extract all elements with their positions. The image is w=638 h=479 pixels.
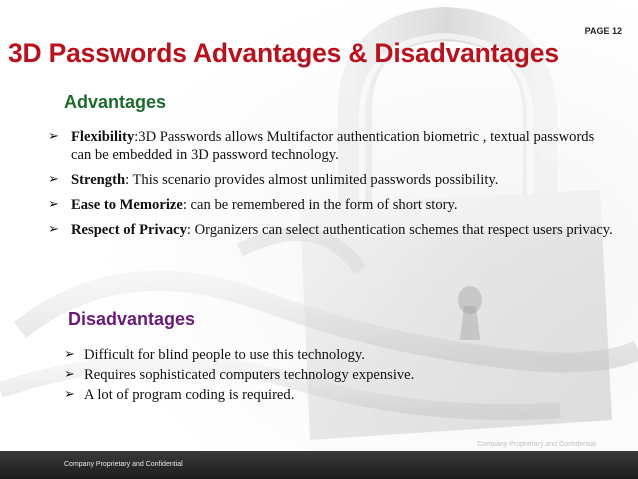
list-item xyxy=(48,196,618,214)
advantages-heading: Advantages xyxy=(64,92,167,112)
arrow-bullet-icon: ➢ xyxy=(64,367,75,382)
footer-bar xyxy=(0,451,638,479)
advantages-list xyxy=(48,128,618,246)
item-text: A lot of program coding is required. xyxy=(84,387,295,403)
arrow-bullet-icon: ➢ xyxy=(64,387,75,402)
item-term: Ease to Memorize xyxy=(71,197,183,213)
item-term: Flexibility xyxy=(71,129,135,145)
disadvantages-heading: Disadvantages xyxy=(68,309,196,329)
item-text: : Organizers can select authentication schemes that respect users privacy. xyxy=(186,222,613,238)
item-term: Respect of Privacy xyxy=(71,222,187,238)
list-item xyxy=(48,221,618,239)
list-item xyxy=(48,128,618,164)
list-item xyxy=(64,386,584,404)
page-title: 3D Passwords Advantages & Disadvantages xyxy=(8,38,559,68)
item-text: :3D Passwords allows Multifactor authentication biometric , textual passwords can be embedded in 3D password technology. xyxy=(71,129,595,163)
list-item xyxy=(48,171,618,189)
item-term: Strength xyxy=(71,172,126,188)
list-item xyxy=(64,366,584,384)
watermark-text: Company Proprietary and Confidential xyxy=(477,441,596,448)
item-text: : This scenario provides almost unlimited passwords possibility. xyxy=(125,172,499,188)
arrow-bullet-icon: ➢ xyxy=(48,222,59,237)
arrow-bullet-icon: ➢ xyxy=(64,347,75,362)
arrow-bullet-icon: ➢ xyxy=(48,129,59,144)
item-text: : can be remembered in the form of short story. xyxy=(182,197,458,213)
item-text: Requires sophisticated computers technology expensive. xyxy=(84,367,415,383)
page-number: PAGE 12 xyxy=(584,26,622,36)
item-text: Difficult for blind people to use this technology. xyxy=(84,347,365,363)
disadvantages-list xyxy=(64,346,584,406)
list-item xyxy=(64,346,584,364)
footer-text: Company Proprietary and Confidential xyxy=(64,461,183,468)
arrow-bullet-icon: ➢ xyxy=(48,197,59,212)
arrow-bullet-icon: ➢ xyxy=(48,172,59,187)
